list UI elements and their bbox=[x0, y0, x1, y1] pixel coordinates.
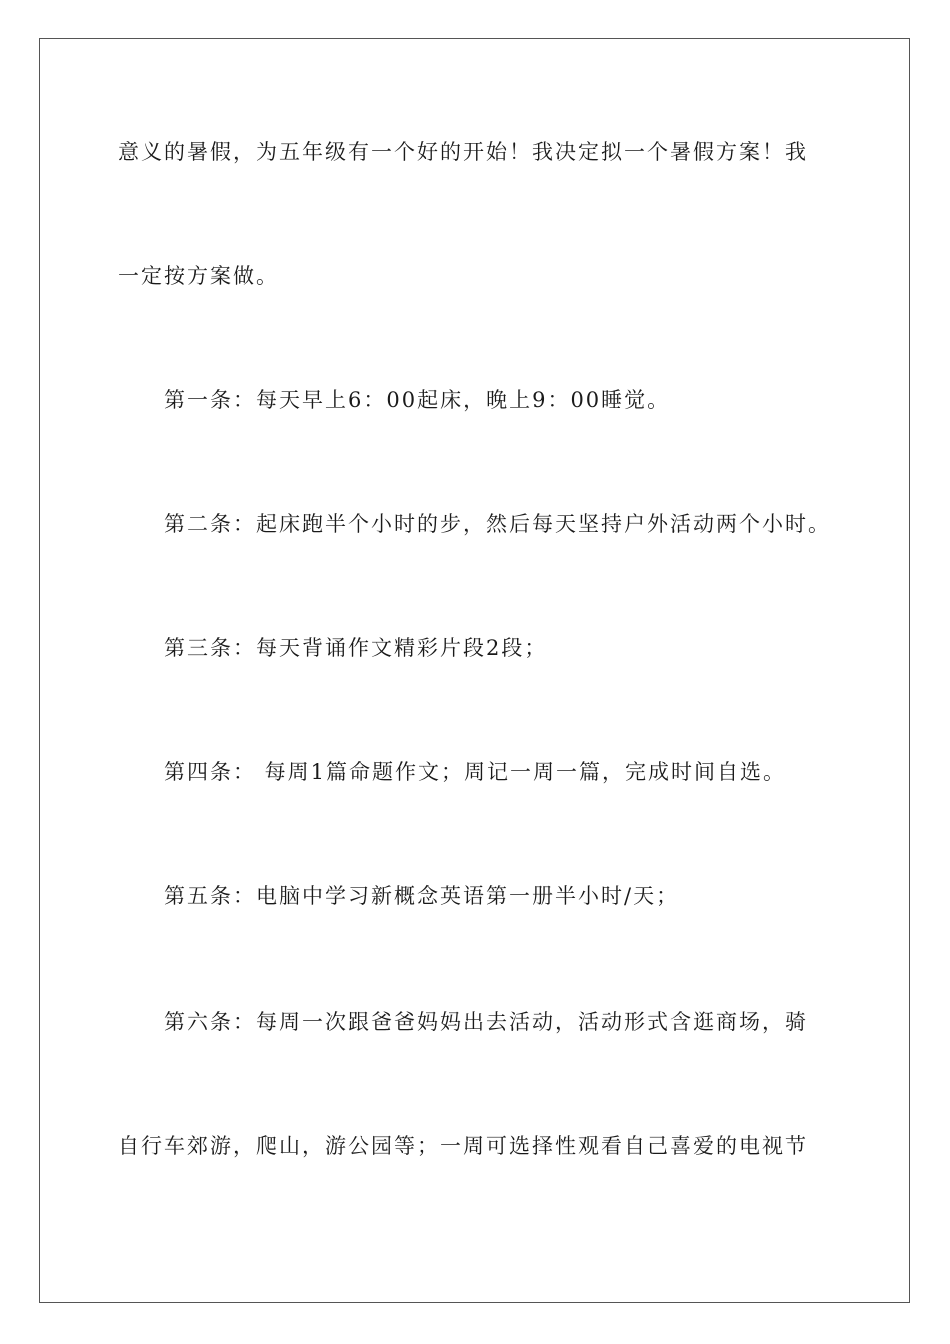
rule-5: 第五条：电脑中学习新概念英语第一册半小时/天； bbox=[164, 884, 680, 908]
page-border bbox=[39, 38, 910, 1303]
rule-6: 第六条：每周一次跟爸爸妈妈出去活动，活动形式含逛商场，骑 bbox=[164, 1010, 808, 1034]
rule-4: 第四条： 每周1篇命题作文；周记一周一篇，完成时间自选。 bbox=[164, 760, 787, 784]
rule-2: 第二条：起床跑半个小时的步，然后每天坚持户外活动两个小时。 bbox=[164, 512, 831, 536]
rule-1: 第一条：每天早上6：00起床，晚上9：00睡觉。 bbox=[164, 388, 671, 412]
rule-6-continued: 自行车郊游，爬山，游公园等；一周可选择性观看自己喜爱的电视节 bbox=[118, 1134, 808, 1158]
text-line-1: 意义的暑假，为五年级有一个好的开始！我决定拟一个暑假方案！我 bbox=[118, 140, 808, 164]
text-line-2: 一定按方案做。 bbox=[118, 264, 279, 288]
rule-3: 第三条：每天背诵作文精彩片段2段； bbox=[164, 636, 548, 660]
